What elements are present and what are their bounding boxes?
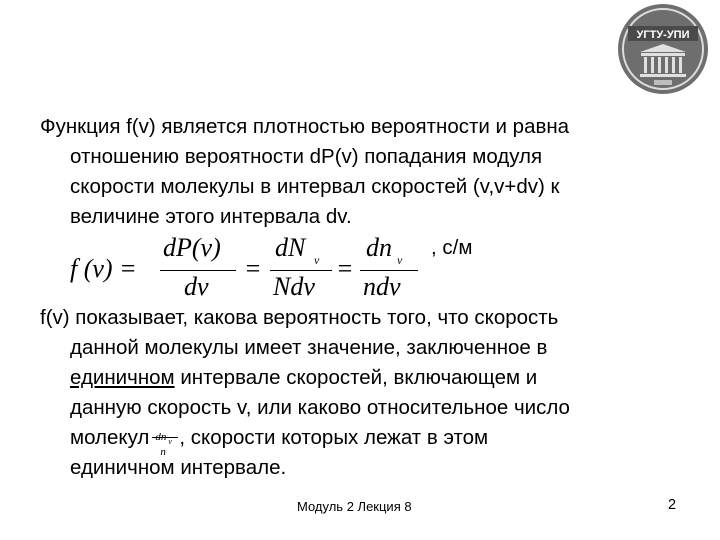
- underlined-word: единичном: [70, 366, 175, 389]
- probability-density-formula: [70, 232, 430, 308]
- frac1-bar: [160, 270, 236, 271]
- frac3-numerator-subscript: v: [397, 253, 403, 267]
- definition-line-1: Функция f(v) является плотностью вероятности и равна: [40, 115, 570, 138]
- equals-sign-1: =: [244, 254, 262, 283]
- inline-fraction: [149, 423, 179, 458]
- definition-line-4: величине этого интервала dv.: [70, 205, 352, 228]
- frac1-numerator: dP(v): [163, 233, 221, 262]
- frac2-denominator: Ndv: [273, 272, 315, 301]
- interpretation-paragraph: [40, 303, 690, 483]
- equals-sign-2: =: [336, 254, 354, 283]
- inline-frac-numerator: dn: [155, 431, 167, 443]
- units-label: , с/м: [431, 236, 473, 259]
- inline-frac-denominator: n: [160, 446, 166, 458]
- interpretation-line-3: [40, 363, 690, 393]
- logo-text: УГТУ-УПИ: [636, 29, 690, 41]
- frac3-numerator: dn: [366, 233, 392, 262]
- interpretation-line-2: данной молекулы имеет значение, заключенное в: [70, 336, 548, 359]
- definition-line-2: отношению вероятности dP(v) попадания модуля: [70, 145, 543, 168]
- frac1-denominator: dv: [184, 272, 209, 301]
- interpretation-line-1: f(v) показывает, какова вероятность того, что скорость: [40, 306, 559, 329]
- interpretation-line-5-start: молекул: [70, 426, 150, 449]
- interpretation-line-6: единичном интервале.: [70, 456, 287, 479]
- frac3-bar: [360, 270, 418, 271]
- university-logo: [616, 2, 710, 96]
- frac2-numerator: dN: [275, 233, 306, 262]
- frac2-numerator-subscript: v: [314, 253, 320, 267]
- footer-text: Модуль 2 Лекция 8: [297, 499, 412, 514]
- interpretation-line-4: данную скорость v, или каково относительное число: [70, 396, 570, 419]
- interpretation-line-5: [40, 423, 690, 458]
- formula-lhs: f (v) =: [70, 254, 137, 283]
- interpretation-line-3-rest: интервале скоростей, включающем и: [174, 366, 538, 389]
- inline-frac-numerator-subscript: v: [168, 437, 172, 446]
- frac2-bar: [270, 270, 332, 271]
- definition-paragraph: [40, 112, 690, 232]
- interpretation-line-5-end: , скорости которых лежат в этом: [179, 426, 489, 449]
- definition-line-3: скорости молекулы в интервал скоростей (v,v+dv) к: [70, 175, 560, 198]
- page-number: 2: [668, 497, 677, 513]
- frac3-denominator: ndv: [363, 272, 401, 301]
